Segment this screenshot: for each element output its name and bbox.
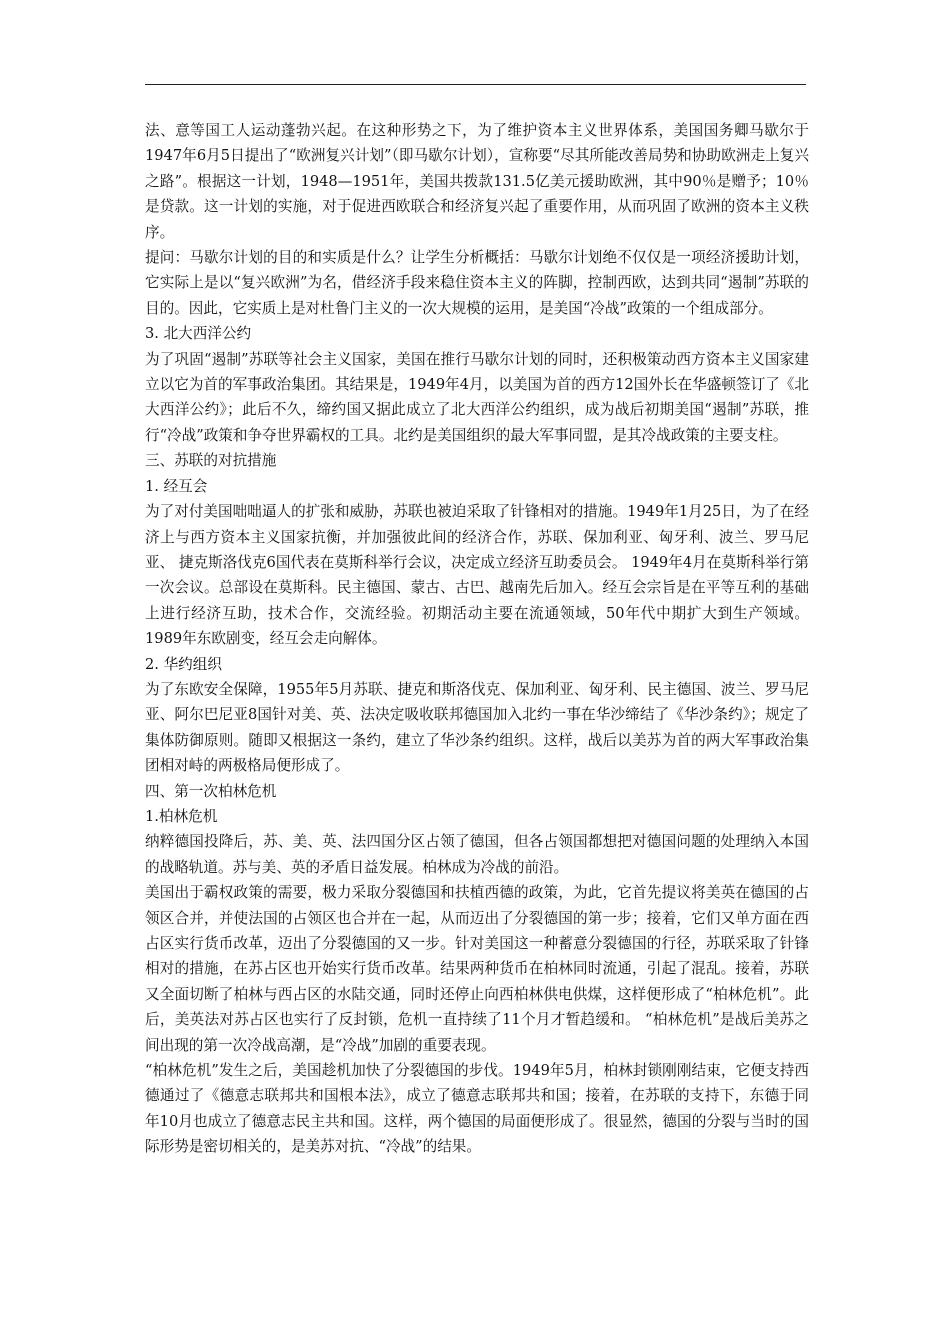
document-body	[145, 118, 809, 1160]
paragraph-germany-division: “柏林危机”发生之后，美国趁机加快了分裂德国的步伐。1949年5月，柏林封锁刚刚结束，它便支持西德通过了《德意志联邦共和国根本法》，成立了德意志联邦共和国；接着，在苏联的支持下，东德于同年10月也成立了德意志民主共和国。这样，两个德国的局面便形成了。很显然，德国的分裂与当时的国际形势是密切相关的，是美苏对抗、“冷战”的结果。	[145, 1062, 809, 1156]
paragraph-question-marshall: 提问：马歇尔计划的目的和实质是什么？让学生分析概括：马歇尔计划绝不仅仅是一项经济援助计划，它实际上是以“复兴欧洲”为名，借经济手段来稳住资本主义的阵脚，控制西欧，达到共同“遏制”苏联的目的。因此，它实质上是对杜鲁门主义的一次大规模的运用，是美国“冷战”政策的一个组成部分。	[145, 249, 809, 317]
header-rule	[145, 84, 806, 85]
heading-berlin-crisis: 1.柏林危机	[145, 807, 218, 825]
paragraph-nato: 为了巩固“遏制”苏联等社会主义国家，美国在推行马歇尔计划的同时，还积极策动西方资本主义国家建立以它为首的军事政治集团。其结果是，1949年4月，以美国为首的西方12国外长在华盛顿签订了《北大西洋公约》；此后不久，缔约国又据此成立了北大西洋公约组织，成为战后初期美国“遏制”苏联，推行“冷战”政策和争夺世界霸权的工具。北约是美国组织的最大军事同盟，是其冷战政策的主要支柱。	[145, 350, 809, 444]
paragraph-warsaw-pact: 为了东欧安全保障，1955年5月苏联、捷克和斯洛伐克、保加利亚、匈牙利、民主德国、波兰、罗马尼亚、阿尔巴尼亚8国针对美、英、法决定吸收联邦德国加入北约一事在华沙缔结了《华沙条约》；规定了集体防御原则。随即又根据这一条约，建立了华沙条约组织。这样，战后以美苏为首的两大军事政治集团相对峙的两极格局便形成了。	[145, 680, 809, 775]
paragraph-berlin-blockade: 美国出于霸权政策的需要，极力采取分裂德国和扶植西德的政策，为此，它首先提议将美英在德国的占领区合并，并使法国的占领区也合并在一起，从而迈出了分裂德国的第一步；接着，它们又单方面在西占区实行货币改革，迈出了分裂德国的又一步。针对美国这一种蓄意分裂德国的行径，苏联采取了针锋相对的措施，在苏占区也开始实行货币改革。结果两种货币在柏林同时流通，引起了混乱。接着，苏联又全面切断了柏林与西占区的水陆交通，同时还停止向西柏林供电供煤，这样便形成了“柏林危机”。此后，美英法对苏占区也实行了反封锁，危机一直持续了11个月才暂趋缓和。 “柏林危机”是战后美苏之间出现的第一次冷战高潮，是“冷战”加剧的重要表现。	[145, 884, 809, 1054]
paragraph-comecon: 为了对付美国咄咄逼人的扩张和威胁，苏联也被迫采取了针锋相对的措施。1949年1月25日，为了在经济上与西方资本主义国家抗衡，并加强彼此间的经济合作，苏联、保加利亚、匈牙利、波兰、罗马尼亚、 捷克斯洛伐克6国代表在莫斯科举行会议，决定成立经济互助委员会。 1949年4月在莫斯科举行第一次会议。总部设在莫斯科。民主德国、蒙古、古巴、越南先后加入。经互会宗旨是在平等互利的基础上进行经济互助，技术合作，交流经验。初期活动主要在流通领域，50年代中期扩大到生产领域。 1989年东欧剧变，经互会走向解体。	[145, 503, 809, 648]
heading-berlin-crisis-section: 四、第一次柏林危机	[145, 782, 277, 800]
heading-warsaw-pact: 2. 华约组织	[145, 655, 222, 673]
heading-nato: 3. 北大西洋公约	[145, 325, 252, 343]
paragraph-marshall-plan: 法、意等国工人运动蓬勃兴起。在这种形势之下，为了维护资本主义世界体系，美国国务卿马歇尔于1947年6月5日提出了“欧洲复兴计划”（即马歇尔计划），宣称要“尽其所能改善局势和协助欧洲走上复兴之路”。根据这一计划，1948—1951年，美国共拨款131.5亿美元援助欧洲，其中90％是赠予；10％是贷款。这一计划的实施，对于促进西欧联合和经济复兴起了重要作用，从而巩固了欧洲的资本主义秩序。	[145, 122, 809, 241]
heading-comecon: 1. 经互会	[145, 477, 208, 495]
paragraph-berlin-occupation: 纳粹德国投降后，苏、美、英、法四国分区占领了德国，但各占领国都想把对德国问题的处理纳入本国的战略轨道。苏与美、英的矛盾日益发展。柏林成为冷战的前沿。	[145, 833, 809, 876]
heading-soviet-countermeasures: 三、苏联的对抗措施	[145, 452, 277, 470]
